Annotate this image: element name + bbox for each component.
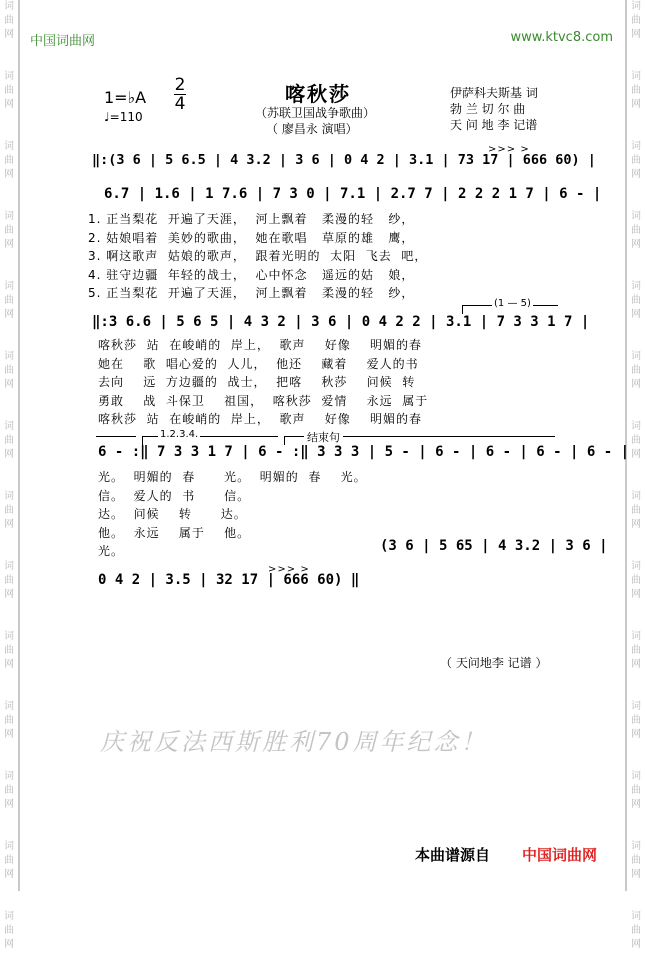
verse-lyrics-block <box>88 210 427 303</box>
chorus-line: 喀秋莎 站 在峻峭的 岸上， 歌声 好像 明媚的春 <box>98 412 423 426</box>
lyricist-credit: 伊萨科夫斯基 词 <box>450 86 538 100</box>
site-name-top-left[interactable]: 中国词曲网 <box>30 34 96 49</box>
left-border-line <box>18 0 20 891</box>
song-title: 喀秋莎 <box>285 82 351 106</box>
key-signature: 1=♭A <box>104 88 147 107</box>
transcriber-credit: 天 问 地 李 记谱 <box>450 118 538 132</box>
verse-line: 5. 正当梨花 开遍了天涯， 河上飘着 柔漫的轻 纱， <box>88 286 415 300</box>
ending-line: 达。 问候 转 达。 <box>98 507 247 521</box>
verse-line: 2. 姑娘唱着 美妙的歌曲， 她在歌唱 草原的雄 鹰， <box>88 230 415 245</box>
score-line-4: 6 - :‖ 7 3 3 1 7 | 6 - :‖ 3 3 3 | 5 - | 6 - | 6 - | 6 - | 6 - | <box>98 444 630 460</box>
chorus-line: 喀秋莎 站 在峻峭的 岸上， 歌声 好像 明媚的春 <box>98 338 423 352</box>
time-signature-top: 2 <box>174 75 186 95</box>
ending-line: 他。 永远 属于 他。 <box>98 525 251 540</box>
time-signature <box>174 76 186 113</box>
time-signature-bottom: 4 <box>174 94 186 114</box>
verse-line: 4. 驻守边疆 年轻的战士， 心中怀念 遥远的姑 娘， <box>88 267 415 282</box>
score-line-6: 0 4 2 | 3.5 | 32 17 | 666 60) ‖ <box>98 572 360 588</box>
volta-bracket-previous <box>96 436 136 437</box>
score-line-3: ‖:3 6.6 | 5 6 5 | 4 3 2 | 3 6 | 0 4 2 2 | 3.1 | 7 3 3 1 7 | <box>92 314 590 330</box>
ending-line: 光。 明媚的 春 光。 明媚的 春 光。 <box>98 470 367 484</box>
score-line-1: ‖:(3 6 | 5 6.5 | 4 3.2 | 3 6 | 0 4 2 | 3.1 | 73 17 | 666 60) | <box>92 152 596 168</box>
dedication-text: 庆祝反法西斯胜利70周年纪念！ <box>100 728 488 756</box>
composer-credit: 勃 兰 切 尔 曲 <box>450 102 526 116</box>
accent-marks-1: >>> > <box>488 144 530 155</box>
watermark-column-right: 词 曲 网 词 曲 网 词 曲 网 词 曲 网 词 曲 网 词 曲 网 词 曲 网 词 曲 网 词 曲 网 词 曲 网 词 曲 网 词 曲 网 词 曲 网 词 曲 网 <box>631 1 641 950</box>
verse-line: 1. 正当梨花 开遍了天涯， 河上飘着 柔漫的轻 纱， <box>88 212 415 226</box>
volta-label-1-5: (1 — 5) <box>494 298 531 309</box>
accent-marks-2: >>> > <box>268 564 310 575</box>
transcriber-note: （ 天问地李 记谱 ） <box>440 656 548 670</box>
chorus-lyrics-block <box>98 336 428 429</box>
volta-label-1234: 1.2.3.4. <box>160 429 199 440</box>
performer-line: （ 廖昌永 演唱） <box>266 122 358 136</box>
source-label: 本曲谱源自 <box>415 846 491 864</box>
ending-line: 光。 <box>98 544 125 558</box>
ending-line: 信。 爱人的 书 信。 <box>98 488 251 503</box>
watermark-column-left: 词 曲 网 词 曲 网 词 曲 网 词 曲 网 词 曲 网 词 曲 网 词 曲 网 词 曲 网 词 曲 网 词 曲 网 词 曲 网 词 曲 网 词 曲 网 词 曲 网 <box>4 1 14 950</box>
chorus-line: 她在 歌 唱心爱的 人儿， 他还 藏着 爱人的书 <box>98 356 419 371</box>
source-brand-link[interactable]: 中国词曲网 <box>522 846 598 864</box>
chorus-line: 勇敢 战 斗保卫 祖国， 喀秋莎 爱情 永远 属于 <box>98 393 429 408</box>
site-url-top-right[interactable]: www.ktvc8.com <box>510 30 613 45</box>
song-subtitle: （苏联卫国战争歌曲） <box>255 106 376 120</box>
score-line-5-outro: (3 6 | 5 65 | 4 3.2 | 3 6 | <box>380 538 608 554</box>
chorus-line: 去向 远 方边疆的 战士， 把喀 秋莎 问候 转 <box>98 375 416 389</box>
score-line-2: 6.7 | 1.6 | 1 7.6 | 7 3 0 | 7.1 | 2.7 7 | 2 2 2 1 7 | 6 - | <box>104 186 602 202</box>
ending-lyrics-block <box>98 468 367 561</box>
tempo-marking: ♩=110 <box>104 110 143 124</box>
verse-line: 3. 啊这歌声 姑娘的歌声， 跟着光明的 太阳 飞去 吧， <box>88 249 428 263</box>
ending-label: 结束句 <box>304 429 343 445</box>
